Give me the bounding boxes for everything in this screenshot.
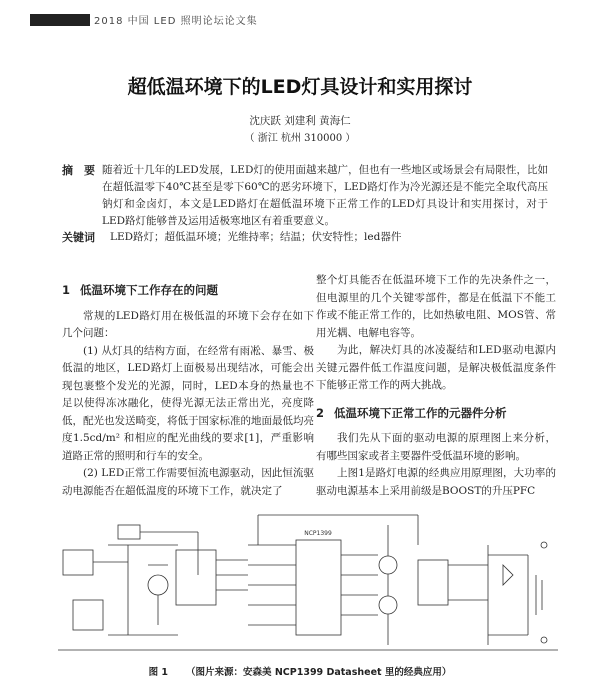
keywords-text: LED路灯；超低温环境；光维持率；结温；伏安特性；led器件	[110, 231, 402, 243]
section-2-para-1: 我们先从下面的驱动电源的原理图上来分析，有哪些国家或者主要器件受低温环境的影响。	[316, 432, 556, 462]
output-transformer	[418, 560, 448, 605]
mosfet-symbol	[148, 575, 168, 595]
transformer-block	[118, 525, 140, 539]
input-filter-block	[63, 550, 93, 575]
keywords-label: 关键词	[62, 231, 95, 244]
output-capacitor	[536, 575, 542, 615]
figure-caption-label: 图 1	[148, 667, 169, 678]
right-para-2: 为此，解决灯具的冰凌凝结和LED驱动电源内关键元器件低工作温度问题，是解决极低温度条件下能够正常工作的两大挑战。	[316, 344, 556, 391]
section-1-para-1: 常规的LED路灯用在极低温的环境下会存在如下几个问题：	[62, 309, 314, 339]
section-1-para-2: (1) 从灯具的结构方面，在经常有雨凇、暴雪、极低温的地区，LED路灯上面极易出现结冰，可能会出现包裹整个发光的光源，同时，LED本身的热量也不足以使得冻冰融化，使得光源无法正常出光，亮度降低，配光也发送畸变，将低于国家标准的地面最低均亮度1.5cd/m² 和相应的配光曲线的要求[1]，严重影响道路正常的照明和行车的安全。	[62, 344, 314, 462]
figure-caption-text: （图片来源：安森美 NCP1399 Datasheet 里的经典应用）	[186, 667, 452, 678]
figure-caption	[0, 664, 600, 678]
paper-title: 超低温环境下的LED灯具设计和实用探讨	[127, 76, 473, 98]
abstract-label: 摘 要	[62, 164, 95, 177]
ic-label: NCP1399	[304, 530, 332, 537]
section-1-para-3: (2) LED正常工作需要恒流电源驱动，因此恒流驱动电源能否在超低温度的环境下工作，就决定了	[62, 467, 314, 497]
right-column	[316, 272, 556, 500]
pfc-controller-block	[73, 600, 103, 630]
pfc-ic-block	[176, 550, 216, 605]
right-para-1: 整个灯具能否在低温环境下工作的先决条件之一，但电源里的几个关键零部件，都是在低温下不能工作或不能正常工作的，比如热敏电阻、MOS管、常用光耦、电解电容等。	[316, 274, 556, 339]
mosfet-low-symbol	[379, 596, 397, 614]
section-2-para-2: 上图1是路灯电源的经典应用原理图，大功率的驱动电源基本上采用前级是BOOST的升压PFC	[316, 467, 556, 497]
affiliation: （ 浙江 杭州 310000 ）	[244, 133, 356, 144]
abstract-text: 随着近十几年的LED发展，LED灯的使用面越来越广，但也有一些地区或场景会有局限性，比如在超低温零下40℃甚至是零下60℃的恶劣环境下，LED路灯作为冷光源还是不能完全取代高压钠灯和金卤灯，本文是LED路灯在超低温环境下正常工作的LED灯具设计和实用探讨，对于LED路灯能够普及运用适极寒地区有着重要意义。	[102, 164, 548, 227]
running-header: 2018 中国 LED 照明论坛论文集	[94, 16, 258, 27]
circuit-schematic-figure	[58, 505, 558, 655]
ncp-ic-block	[296, 540, 341, 635]
section-1-heading: 1 低温环境下工作存在的问题	[62, 283, 219, 297]
header-bar	[30, 14, 90, 26]
authors: 沈庆跃 刘建利 黄海仁	[249, 115, 351, 127]
diode-symbol	[503, 565, 513, 585]
mosfet-high-symbol	[379, 556, 397, 574]
section-2-heading: 2 低温环境下正常工作的元器件分析	[316, 405, 507, 420]
left-column	[62, 282, 314, 500]
